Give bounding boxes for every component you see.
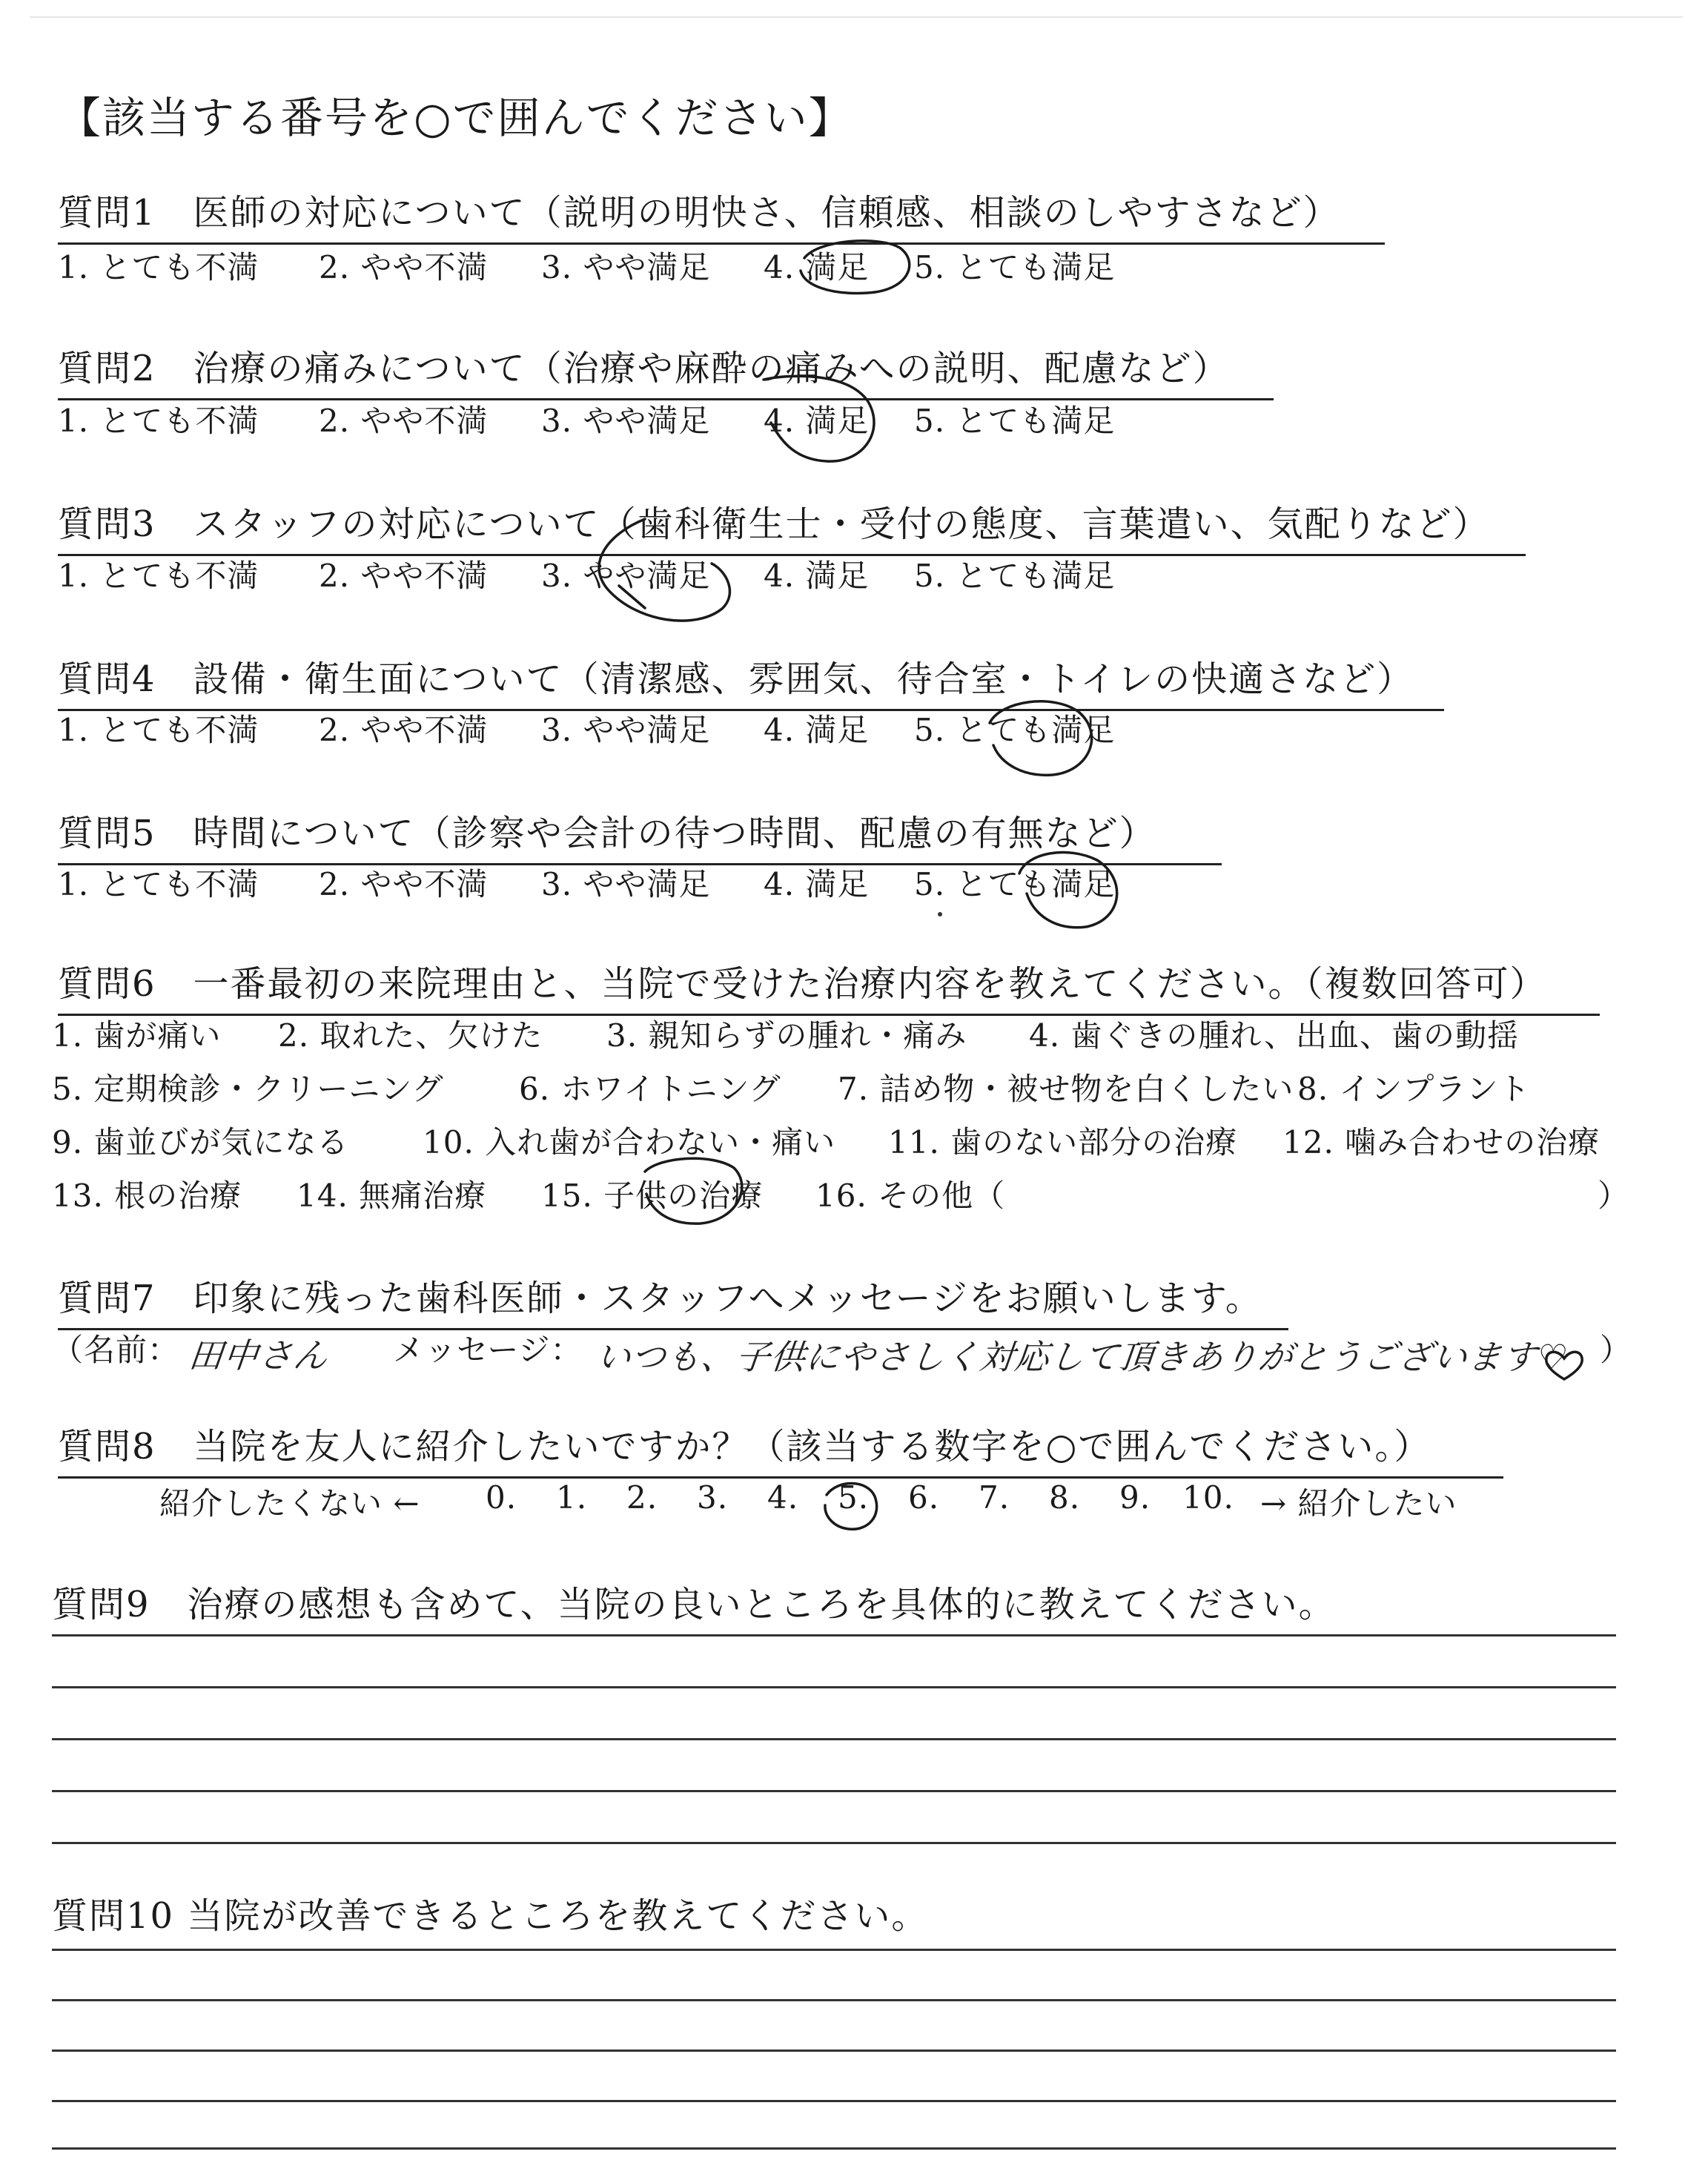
q2-option-2[interactable]: 2. やや不満: [319, 403, 489, 439]
q6-option-11[interactable]: 11. 歯のない部分の治療: [888, 1124, 1238, 1160]
question-8-title: 質問8 当院を友人に紹介したいですか？（該当する数字を○で囲んでください。）: [58, 1418, 1503, 1479]
q6-option-7[interactable]: 7. 詰め物・被せ物を白くしたい: [838, 1071, 1294, 1107]
q5-selection-circle: [1019, 853, 1117, 928]
q8-value-6[interactable]: 6.: [908, 1479, 940, 1516]
question-2-title: 質問2 治療の痛みについて（治療や麻酔の痛みへの説明、配慮など）: [58, 340, 1274, 400]
q2-option-5[interactable]: 5. とても満足: [914, 403, 1116, 439]
q6-option-9[interactable]: 9. 歯並びが気になる: [52, 1124, 349, 1160]
q6-option-8[interactable]: 8. インプラント: [1297, 1071, 1531, 1107]
q8-value-2[interactable]: 2.: [626, 1479, 658, 1516]
q2-selection-circle: [764, 376, 874, 461]
q1-option-3[interactable]: 3. やや満足: [541, 249, 711, 285]
q8-value-1[interactable]: 1.: [556, 1479, 588, 1516]
q8-value-0[interactable]: 0.: [486, 1479, 517, 1516]
stray-dot: [938, 912, 942, 916]
question-5-title: 質問5 時間について（診察や会計の待つ時間、配慮の有無など）: [58, 805, 1222, 865]
q5-option-5[interactable]: 5. とても満足: [914, 866, 1116, 902]
q4-option-5[interactable]: 5. とても満足: [914, 712, 1116, 748]
q8-value-3[interactable]: 3.: [697, 1479, 729, 1516]
q7-name-label: （名前：: [52, 1332, 180, 1368]
q6-option-10[interactable]: 10. 入れ歯が合わない・痛い: [423, 1124, 836, 1160]
q3-option-3[interactable]: 3. やや満足: [541, 558, 711, 594]
q2-option-1[interactable]: 1. とても不満: [58, 403, 259, 439]
question-10-title: 質問10 当院が改善できるところを教えてください。: [52, 1895, 929, 1937]
q8-value-7[interactable]: 7.: [979, 1479, 1010, 1516]
q2-option-4[interactable]: 4. 満足: [764, 403, 870, 439]
q1-option-2[interactable]: 2. やや不満: [319, 249, 489, 285]
q4-selection-circle: [990, 701, 1092, 775]
q6-option-15[interactable]: 15. 子供の治療: [541, 1178, 764, 1214]
q6-option-6[interactable]: 6. ホワイトニング: [519, 1071, 781, 1107]
q8-value-4[interactable]: 4.: [767, 1479, 799, 1516]
q5-option-4[interactable]: 4. 満足: [764, 866, 870, 902]
q6-option-2[interactable]: 2. 取れた、欠けた: [278, 1017, 543, 1054]
q4-option-4[interactable]: 4. 満足: [764, 712, 870, 748]
q7-heart-icon: [1546, 1352, 1582, 1379]
q4-option-3[interactable]: 3. やや満足: [541, 712, 711, 748]
question-7-title: 質問7 印象に残った歯科医師・スタッフへメッセージをお願いします。: [58, 1269, 1288, 1330]
q3-option-5[interactable]: 5. とても満足: [914, 558, 1116, 594]
q8-value-10[interactable]: 10.: [1182, 1479, 1234, 1516]
q6-option-12[interactable]: 12. 噛み合わせの治療: [1282, 1124, 1601, 1160]
q3-selection-tick: [619, 586, 645, 608]
q1-selection-circle: [801, 241, 910, 294]
q5-option-2[interactable]: 2. やや不満: [319, 866, 489, 902]
q6-other-close-paren: ）: [1598, 1178, 1630, 1214]
q6-option-13[interactable]: 13. 根の治療: [52, 1178, 242, 1214]
q8-right-label: → 紹介したい: [1260, 1485, 1457, 1522]
question-1-title: 質問1 医師の対応について（説明の明快さ、信頼感、相談のしやすさなど）: [58, 184, 1385, 245]
q8-value-9[interactable]: 9.: [1119, 1479, 1151, 1516]
q6-option-14[interactable]: 14. 無痛治療: [297, 1178, 487, 1214]
question-4-title: 質問4 設備・衛生面について（清潔感、雰囲気、待合室・トイレの快適さなど）: [58, 650, 1444, 711]
q6-option-3[interactable]: 3. 親知らずの腫れ・痛み: [606, 1017, 967, 1054]
q6-option-5[interactable]: 5. 定期検診・クリーニング: [52, 1071, 444, 1107]
q8-value-5[interactable]: 5.: [838, 1479, 870, 1516]
q3-option-1[interactable]: 1. とても不満: [58, 558, 259, 594]
q3-selection-circle: [599, 519, 729, 621]
q7-name-handwritten[interactable]: 田中さん: [186, 1335, 331, 1375]
q3-option-4[interactable]: 4. 満足: [764, 558, 870, 594]
q8-value-8[interactable]: 8.: [1049, 1479, 1081, 1516]
q5-option-1[interactable]: 1. とても不満: [58, 866, 259, 902]
q4-option-1[interactable]: 1. とても不満: [58, 712, 259, 748]
q8-selection-circle: [825, 1483, 877, 1529]
q3-option-2[interactable]: 2. やや不満: [319, 558, 489, 594]
q7-message-handwritten[interactable]: いつも、子供にやさしく対応して頂きありがとうございます♡: [594, 1337, 1571, 1377]
q6-option-4[interactable]: 4. 歯ぐきの腫れ、出血、歯の動揺: [1029, 1017, 1519, 1054]
form-heading: 【該当する番号を○で囲んでください】: [58, 93, 853, 143]
q1-option-5[interactable]: 5. とても満足: [914, 249, 1116, 285]
q8-left-label: 紹介したくない ←: [159, 1485, 420, 1522]
q1-option-4[interactable]: 4. 満足: [764, 249, 870, 285]
q5-option-3[interactable]: 3. やや満足: [541, 866, 711, 902]
q2-option-3[interactable]: 3. やや満足: [541, 403, 711, 439]
q1-option-1[interactable]: 1. とても不満: [58, 249, 259, 285]
q6-selection-circle: [645, 1158, 742, 1223]
question-6-title: 質問6 一番最初の来院理由と、当院で受けた治療内容を教えてください。（複数回答可）: [58, 955, 1600, 1016]
q6-option-16[interactable]: 16. その他（: [815, 1178, 1006, 1214]
q7-close-paren: ）: [1600, 1332, 1632, 1368]
q6-option-1[interactable]: 1. 歯が痛い: [52, 1017, 222, 1054]
q7-message-label: メッセージ：: [393, 1332, 583, 1368]
question-3-title: 質問3 スタッフの対応について（歯科衛生士・受付の態度、言葉遣い、気配りなど）: [58, 495, 1526, 556]
question-9-title: 質問9 治療の感想も含めて、当院の良いところを具体的に教えてください。: [52, 1584, 1336, 1625]
q4-option-2[interactable]: 2. やや不満: [319, 712, 489, 748]
